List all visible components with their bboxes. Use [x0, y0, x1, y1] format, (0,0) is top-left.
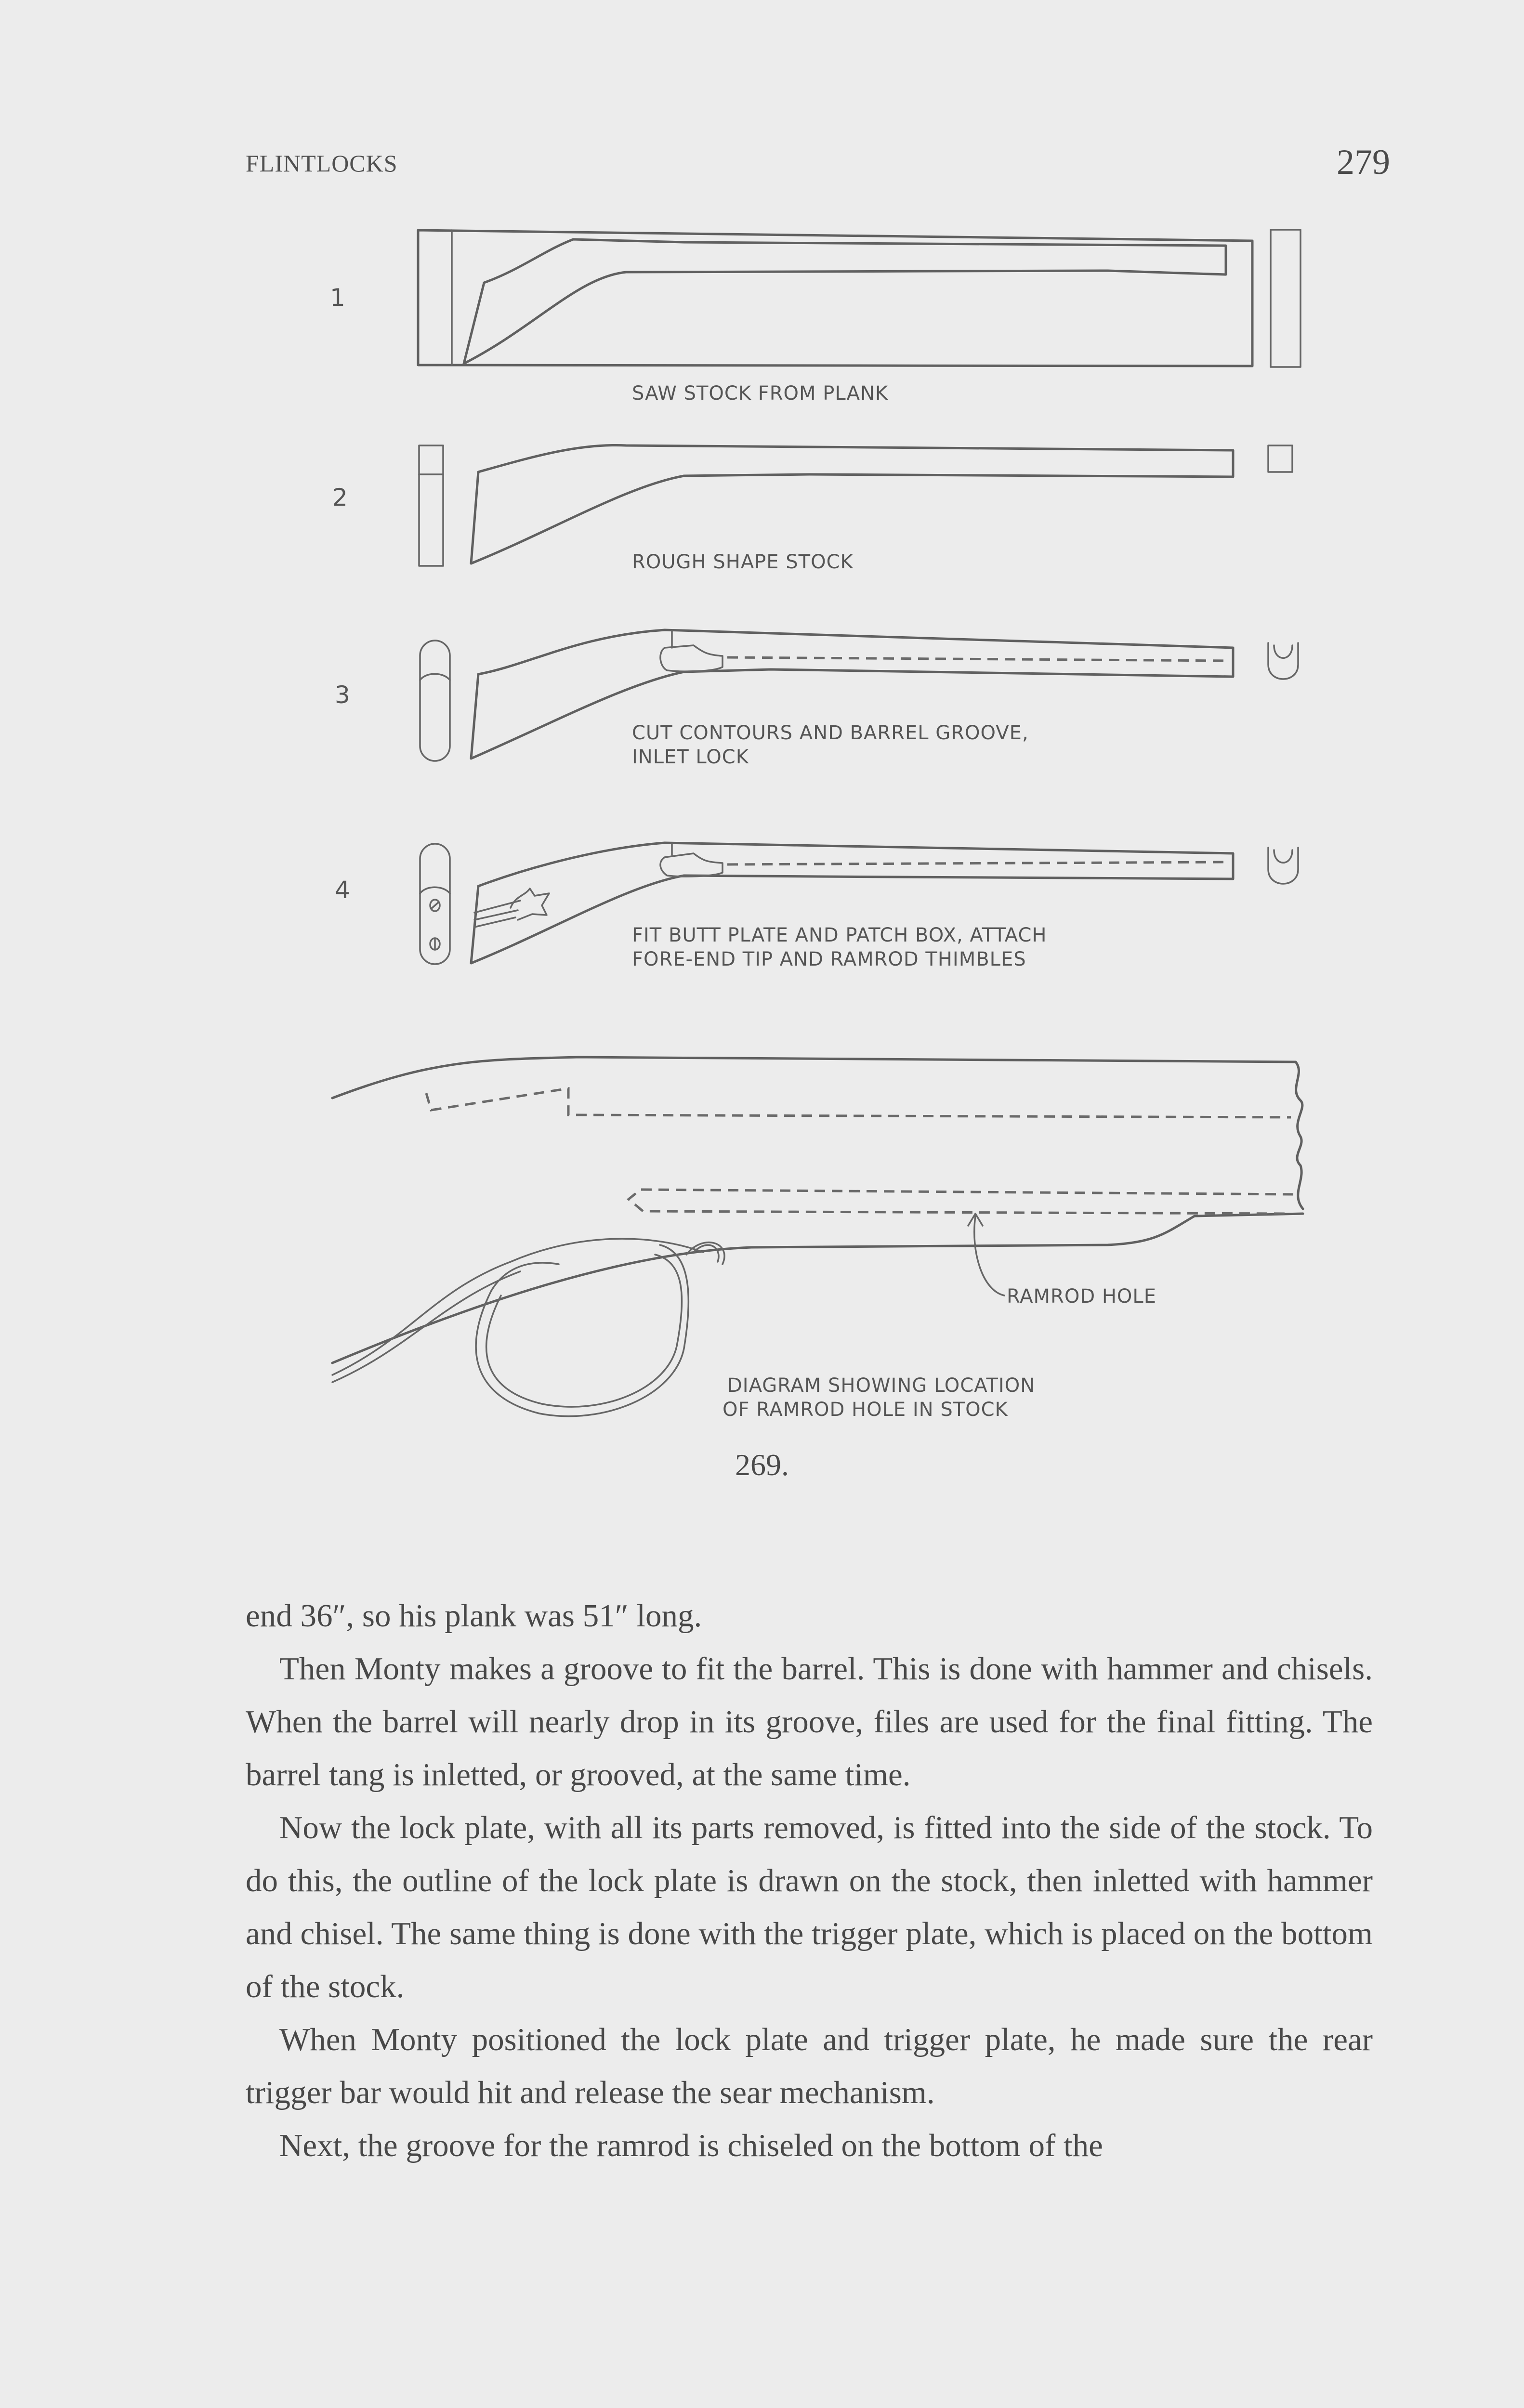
stock-bottom-line — [332, 1214, 1303, 1363]
stage-3 — [335, 630, 1298, 768]
paragraph: Next, the groove for the ramrod is chiseled on the bottom of the — [279, 2128, 1103, 2163]
paragraph: Then Monty makes a groove to fit the barrel. This is done with hammer and chisels. When the barrel will nearly drop in its groove, files are used for the final fitting. The barrel tang is inletted, or grooved, at the same time. — [246, 1651, 1373, 1793]
paragraph: end 36″, so his plank was 51″ long. — [246, 1598, 702, 1634]
stage-label-line: INLET LOCK — [632, 746, 749, 768]
stage-number: 1 — [330, 284, 345, 312]
fore-end-end-view — [1268, 643, 1298, 679]
fore-end-end-view — [1268, 445, 1292, 472]
stage-label: SAW STOCK FROM PLANK — [632, 382, 889, 405]
paragraph: When Monty positioned the lock plate and trigger plate, he made sure the rear trigger bar would hit and release the sear mechanism. — [246, 2022, 1373, 2110]
stage-label-line: FORE-END TIP AND RAMROD THIMBLES — [632, 948, 1026, 970]
butt-end-view — [420, 641, 450, 761]
stock-top-line — [332, 1057, 1296, 1098]
ramrod-hole-dashed — [629, 1190, 1293, 1214]
lock-inlet — [660, 631, 723, 671]
ramrod-hole-label: RAMROD HOLE — [1007, 1285, 1156, 1308]
paragraph: Now the lock plate, with all its parts removed, is fitted into the side of the stock. To do this, the outline of the lock plate is drawn on the stock, then inletted with hammer and chisel. The same thing is done with the trigger plate, which is placed on the bottom of the stock. — [246, 1810, 1373, 2004]
plank-drawing — [418, 230, 1252, 366]
barrel-groove-dashed — [727, 657, 1228, 661]
plank-end-view — [1271, 230, 1301, 367]
running-head: FLINTLOCKS — [246, 150, 398, 177]
stage-1 — [330, 230, 1301, 405]
stage-number: 4 — [335, 876, 350, 904]
stage-4 — [335, 843, 1298, 970]
rough-stock-outline — [471, 445, 1233, 563]
ramrod-hole-pointer — [974, 1216, 1004, 1296]
butt-end-view — [419, 445, 443, 566]
stage-number: 3 — [335, 681, 350, 709]
stage-2 — [332, 445, 1292, 573]
trigger-guard — [332, 1239, 724, 1416]
patch-box — [474, 889, 549, 927]
barrel-groove-dashed — [727, 862, 1228, 864]
ramrod-diagram-caption-line: OF RAMROD HOLE IN STOCK — [723, 1399, 1008, 1421]
body-text — [246, 1589, 1373, 2172]
fore-end-tip-end-view — [1268, 848, 1298, 884]
stage-label-line: CUT CONTOURS AND BARREL GROOVE, — [632, 722, 1029, 744]
stage-number: 2 — [332, 484, 348, 511]
butt-plate-end-view — [420, 844, 450, 964]
stage-label: ROUGH SHAPE STOCK — [632, 551, 854, 573]
stage-label-line: FIT BUTT PLATE AND PATCH BOX, ATTACH — [632, 924, 1047, 946]
lock-inlet — [660, 844, 723, 877]
ramrod-diagram-caption-line: DIAGRAM SHOWING LOCATION — [727, 1374, 1036, 1397]
page-number: 279 — [1337, 143, 1390, 182]
ramrod-hole-diagram — [332, 1057, 1303, 1421]
broken-end — [1296, 1062, 1303, 1209]
tang-inlet-dashed — [426, 1088, 1291, 1117]
figure-number: 269. — [735, 1448, 789, 1482]
